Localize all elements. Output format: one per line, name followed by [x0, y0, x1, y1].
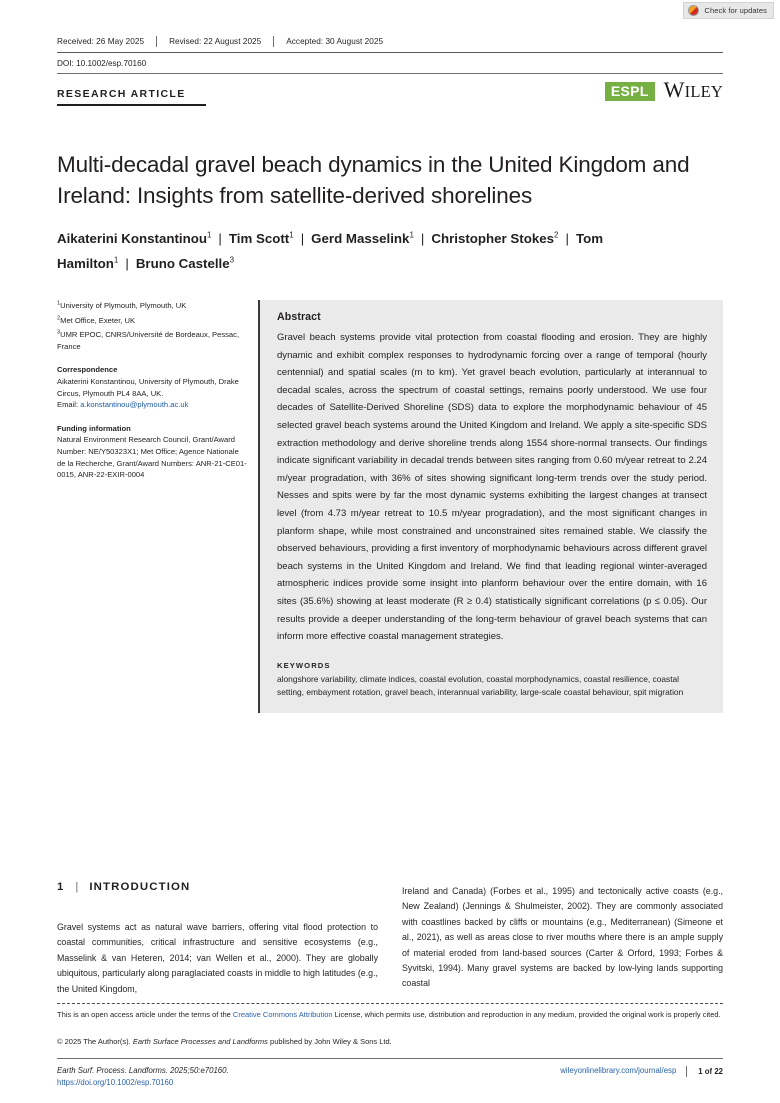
article-history	[57, 36, 723, 47]
author-separator: |	[125, 256, 129, 271]
author-affiliation-marker: 1	[289, 230, 294, 240]
abstract-body: Gravel beach systems provide vital protection from coastal flooding and erosion. They are highly dynamic and exhibit complex responses to hydrodynamic forcing over a range of temporal (hourly centennial) and spatial scales (m to km). Yet gravel beach evolution, particularly at interannual to decadal scales, across the spectrum of coastal settings, remains poorly understood. We use four decades of Satellite-Derived Shoreline (SDS) data to explore the morphodynamic behaviour of 45 selected gravel beach systems around the United Kingdom and Ireland. We apply a site-specific SDS extraction methodology and derive shoreline trends along 1554 shore-normal transects. Our findings indicate significant variability in decadal trends between sites ranging from 0.60 m/year retreat to 2.24 m/year progradation, with 36% of sites showing significant long-term trends over the study period. Nesses and spits were by far the most dynamic systems exhibiting the largest changes at transect level (from 4.73 m/year retreat to 10.5 m/year progradation), and the most significant changes in planform shape, while most constrained and unconstrained sites remained stable. We classify the observed behaviours, providing a first inventory of morphodynamic behaviours across different gravel beach systems in the United Kingdom and Ireland. We find that leading regional winter-averaged atmospheric indices provide some insight into planform behaviour over the entire domain, with 16 sites (35.6%) showing at least moderate (R ≥ 0.4) statistically significant correlations (p ≤ 0.05). Our results provide a deeper understanding of the long-term behaviour of gravel beach systems that can inform more effective coastal management strategies.	[277, 332, 707, 643]
footnote-divider	[57, 1003, 723, 1004]
body-paragraph-right: Ireland and Canada) (Forbes et al., 1995) and tectonically active coasts (e.g., New Zealand) (Jennings & Shulmeister, 2002). They are commonly associated with coastlines backed by cliffs or mountains (e.g., Mediterranean) (Simeone et al., 2021), as well as areas close to river mouths where there is an ample supply of material eroded from land-based sources (Carter & Orford, 1993; Forbes & Syvitski, 1994). Many gravel systems are backed by low-lying lands supporting coastal	[402, 886, 723, 989]
affiliations-column	[57, 300, 247, 481]
article-type-label: RESEARCH ARTICLE	[57, 88, 186, 100]
espl-logo: ESPL	[605, 82, 655, 101]
correspondence-email-line	[57, 399, 247, 411]
copyright-note	[57, 1036, 723, 1047]
author-affiliation-marker: 1	[206, 230, 212, 240]
author-name: Aikaterini Konstantinou$^1$	[57, 230, 212, 246]
body-paragraph-left: Gravel systems act as natural wave barriers, offering vital flood protection to coastal communities, critical infrastructure and sensitive ecosystems (e.g., Masselink & van Heteren, 2014; van Wellen et al., 2000). They are globally ubiquitous, particularly along paraglaciated coasts in middle to high latitudes (e.g., the United Kingdom,	[57, 922, 378, 994]
author-name: Gerd Masselink$^1$	[311, 230, 414, 246]
copyright-post: published by John Wiley & Sons Ltd.	[267, 1037, 392, 1046]
license-pre: This is an open access article under the terms of the	[57, 1010, 233, 1019]
email-label: Email:	[57, 400, 79, 410]
correspondence-text: Aikaterini Konstantinou, University of Plymouth, Drake Circus, Plymouth PL4 8AA, UK.	[57, 376, 239, 398]
section-separator: |	[75, 881, 79, 893]
check-for-updates-badge[interactable]	[683, 2, 774, 19]
author-affiliation-marker: 2	[554, 230, 559, 240]
page-title: Multi-decadal gravel beach dynamics in the United Kingdom and Ireland: Insights from satellite-derived shorelines	[57, 152, 690, 209]
doi-divider	[57, 73, 723, 74]
footer-divider	[57, 1058, 723, 1059]
abstract-panel	[258, 300, 723, 713]
funding-heading: Funding information	[57, 423, 131, 433]
author-name: Bruno Castelle$^3$	[135, 255, 235, 271]
affiliation-item: $^1$University of Plymouth, Plymouth, UK	[57, 300, 187, 310]
body-column-right	[402, 884, 723, 992]
journal-logos	[605, 79, 723, 103]
author-name: Tom Hamilton$^1$	[57, 231, 604, 271]
author-separator: |	[565, 231, 569, 246]
accepted-date: Accepted: 30 August 2025	[273, 36, 395, 47]
author-affiliation-marker: 1	[409, 230, 414, 240]
wiley-logo-rest: ILEY	[684, 82, 723, 101]
received-date: Received: 26 May 2025	[57, 37, 145, 46]
footer-doi-url[interactable]: https://doi.org/10.1002/esp.70160	[57, 1078, 174, 1087]
wiley-logo-w: W	[663, 77, 685, 102]
license-note	[57, 1009, 723, 1021]
section-heading	[57, 881, 190, 893]
funding-text: Natural Environment Research Council, Grant/Award Number: NE/Y50323X1; Met Office; Agence Nationale de la Recherche, Grant/Award Numbers: ANR-21-CE01-0015, ANR-22-EXIR-0004	[57, 435, 247, 480]
footer-page-number: 1 of 22	[686, 1066, 723, 1077]
author-separator: |	[300, 231, 305, 246]
author-separator: |	[218, 231, 222, 246]
correspondence-heading: Correspondence	[57, 365, 118, 375]
author-affiliation-marker: 3	[229, 255, 235, 265]
footer-citation: Earth Surf. Process. Landforms. 2025;50:e70160.	[57, 1066, 229, 1075]
affiliation-marker: 3	[57, 329, 61, 336]
section-number: 1	[57, 881, 64, 893]
footer-journal-url[interactable]: wileyonlinelibrary.com/journal/esp	[560, 1066, 677, 1075]
license-post: License, which permits use, distribution and reproduction in any medium, provided the original work is properly cited.	[332, 1010, 721, 1019]
author-affiliation-marker: 1	[113, 255, 119, 265]
article-type-underline	[57, 104, 206, 106]
affiliation-item: $^3$UMR EPOC, CNRS/Université de Bordeaux, Pessac, France	[57, 329, 240, 351]
check-for-updates-label: Check for updates	[704, 6, 767, 15]
keywords-text: alongshore variability, climate indices, coastal evolution, coastal morphodynamics, coastal resilience, coastal setting, embayment rotation, gravel beach, interannual variability, large-scale coastal behaviour, spit migration	[277, 673, 684, 697]
footer-left	[57, 1065, 229, 1089]
page-footer	[57, 1065, 723, 1089]
affiliation-marker: 2	[57, 315, 61, 322]
body-column-left	[57, 920, 378, 997]
keywords-heading: KEYWORDS	[277, 660, 331, 670]
author-name: Christopher Stokes$^2$	[431, 230, 559, 246]
section-title: INTRODUCTION	[89, 881, 191, 893]
affiliation-item: $^2$Met Office, Exeter, UK	[57, 315, 136, 325]
author-name: Tim Scott$^1$	[228, 230, 294, 246]
wiley-logo	[664, 79, 723, 103]
email-link[interactable]: a.konstantinou@plymouth.ac.uk	[80, 400, 189, 410]
footer-right	[560, 1065, 723, 1077]
history-divider	[57, 52, 723, 53]
creative-commons-link[interactable]: Creative Commons Attribution	[232, 1010, 333, 1019]
revised-date: Revised: 22 August 2025	[156, 36, 273, 47]
doi-line: DOI: 10.1002/esp.70160	[57, 59, 147, 68]
abstract-heading: Abstract	[277, 311, 321, 323]
copyright-pre: © 2025 The Author(s).	[57, 1037, 133, 1046]
author-list	[57, 226, 717, 276]
crossmark-icon	[688, 5, 699, 16]
copyright-journal-name: Earth Surface Processes and Landforms	[132, 1037, 268, 1046]
affiliation-marker: 1	[57, 300, 61, 307]
author-separator: |	[420, 231, 425, 246]
